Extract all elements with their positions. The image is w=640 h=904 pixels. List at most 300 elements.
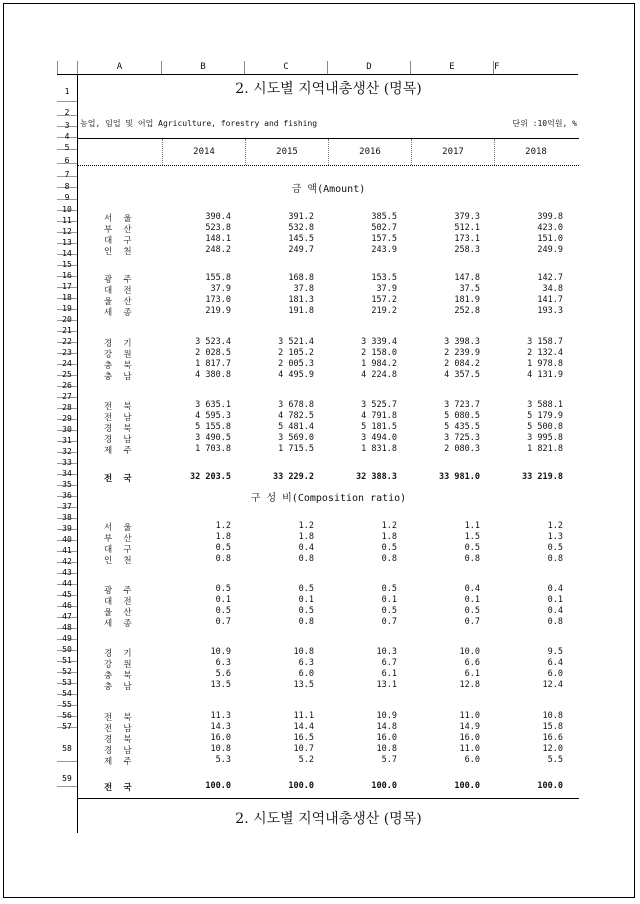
value-cell: 6.0 xyxy=(547,669,563,679)
value-cell: 2 105.2 xyxy=(278,348,314,358)
value-cell: 33 219.8 xyxy=(522,472,563,482)
value-cell: 14.9 xyxy=(459,722,480,732)
value-cell: 16.0 xyxy=(459,733,480,743)
table-row xyxy=(78,617,579,628)
value-cell: 155.8 xyxy=(205,273,231,283)
value-cell: 1.2 xyxy=(547,521,563,531)
value-cell: 2 158.0 xyxy=(361,348,397,358)
region-label: 전 국 xyxy=(104,474,135,484)
region-label: 서 울 xyxy=(104,523,135,533)
value-cell: 0.8 xyxy=(298,554,314,564)
row-number: 47 xyxy=(57,607,77,618)
value-cell: 2 005.3 xyxy=(278,359,314,369)
row-number: 34 xyxy=(57,464,77,475)
region-label: 강 원 xyxy=(104,350,135,360)
table-row xyxy=(78,245,579,256)
region-label: 충 남 xyxy=(104,682,135,692)
table-row xyxy=(78,433,579,444)
value-cell: 423.0 xyxy=(537,223,563,233)
value-cell: 5.6 xyxy=(215,669,231,679)
region-label: 경 기 xyxy=(104,339,135,349)
region-label: 경 남 xyxy=(104,746,135,756)
row-number: 48 xyxy=(57,618,77,629)
value-cell: 13.5 xyxy=(293,680,314,690)
value-cell: 1 821.8 xyxy=(527,444,563,454)
table-bottom-rule xyxy=(78,798,579,799)
value-cell: 10.0 xyxy=(459,647,480,657)
table-row xyxy=(78,306,579,317)
value-cell: 147.8 xyxy=(454,273,480,283)
value-cell: 12.8 xyxy=(459,680,480,690)
value-cell: 157.5 xyxy=(371,234,397,244)
value-cell: 14.3 xyxy=(210,722,231,732)
row-number: 42 xyxy=(57,552,77,563)
value-cell: 243.9 xyxy=(371,245,397,255)
value-cell: 37.8 xyxy=(293,284,314,294)
amount-heading: 금 액(Amount) xyxy=(291,184,366,195)
region-label: 전 남 xyxy=(104,724,135,734)
value-cell: 0.4 xyxy=(547,606,563,616)
table-row xyxy=(78,337,579,348)
value-cell: 10.9 xyxy=(376,711,397,721)
row-number: 13 xyxy=(57,233,77,244)
table-row xyxy=(78,400,579,411)
value-cell: 5.3 xyxy=(215,755,231,765)
value-cell: 0.5 xyxy=(464,543,480,553)
row-number: 12 xyxy=(57,222,77,233)
value-cell: 33 229.2 xyxy=(273,472,314,482)
row-number: 1 xyxy=(57,74,77,102)
column-letter: D xyxy=(327,61,410,74)
value-cell: 3 723.7 xyxy=(444,400,480,410)
value-cell: 1.1 xyxy=(464,521,480,531)
value-cell: 168.8 xyxy=(288,273,314,283)
value-cell: 10.3 xyxy=(376,647,397,657)
region-label: 대 전 xyxy=(104,286,135,296)
row-number: 4 xyxy=(57,127,77,138)
table-row xyxy=(78,359,579,370)
value-cell: 4 357.5 xyxy=(444,370,480,380)
value-cell: 10.8 xyxy=(376,744,397,754)
value-cell: 219.2 xyxy=(371,306,397,316)
value-cell: 3 398.3 xyxy=(444,337,480,347)
value-cell: 0.5 xyxy=(298,584,314,594)
value-cell: 3 569.0 xyxy=(278,433,314,443)
table-row xyxy=(78,755,579,766)
region-label: 경 기 xyxy=(104,649,135,659)
total-row xyxy=(78,472,579,483)
row-number: 37 xyxy=(57,497,77,508)
value-cell: 0.1 xyxy=(547,595,563,605)
row-number: 36 xyxy=(57,486,77,497)
value-cell: 37.9 xyxy=(376,284,397,294)
value-cell: 33 981.0 xyxy=(439,472,480,482)
value-cell: 6.0 xyxy=(298,669,314,679)
row-number: 57 xyxy=(57,717,77,728)
value-cell: 11.0 xyxy=(459,711,480,721)
value-cell: 11.1 xyxy=(293,711,314,721)
year-header: 2015 xyxy=(245,139,328,165)
value-cell: 1.2 xyxy=(381,521,397,531)
region-label: 세 종 xyxy=(104,308,135,318)
value-cell: 9.5 xyxy=(547,647,563,657)
region-label: 인 천 xyxy=(104,247,135,257)
value-cell: 1 831.8 xyxy=(361,444,397,454)
region-label: 인 천 xyxy=(104,556,135,566)
value-cell: 193.3 xyxy=(537,306,563,316)
value-cell: 5 181.5 xyxy=(361,422,397,432)
row-number: 10 xyxy=(57,200,77,211)
value-cell: 4 224.8 xyxy=(361,370,397,380)
column-letter: A xyxy=(77,61,161,74)
value-cell: 502.7 xyxy=(371,223,397,233)
row-number: 54 xyxy=(57,684,77,695)
value-cell: 5.2 xyxy=(298,755,314,765)
value-cell: 11.0 xyxy=(459,744,480,754)
value-cell: 0.8 xyxy=(547,617,563,627)
value-cell: 14.4 xyxy=(293,722,314,732)
value-cell: 100.0 xyxy=(454,781,480,791)
row-number: 20 xyxy=(57,310,77,321)
value-cell: 252.8 xyxy=(454,306,480,316)
value-cell: 4 595.3 xyxy=(195,411,231,421)
value-cell: 13.1 xyxy=(376,680,397,690)
region-label: 서 울 xyxy=(104,214,135,224)
value-cell: 3 339.4 xyxy=(361,337,397,347)
row-number: 55 xyxy=(57,695,77,706)
value-cell: 1.3 xyxy=(547,532,563,542)
value-cell: 12.4 xyxy=(542,680,563,690)
value-cell: 2 239.9 xyxy=(444,348,480,358)
row-number: 52 xyxy=(57,662,77,673)
region-label: 세 종 xyxy=(104,619,135,629)
value-cell: 16.5 xyxy=(293,733,314,743)
region-label: 전 북 xyxy=(104,402,135,412)
row-number: 51 xyxy=(57,651,77,662)
value-cell: 391.2 xyxy=(288,212,314,222)
value-cell: 37.5 xyxy=(459,284,480,294)
table-row xyxy=(78,606,579,617)
row-number: 39 xyxy=(57,519,77,530)
table-row xyxy=(78,422,579,433)
region-label: 전 남 xyxy=(104,413,135,423)
value-cell: 3 635.1 xyxy=(195,400,231,410)
row-number: 43 xyxy=(57,563,77,574)
value-cell: 0.5 xyxy=(381,543,397,553)
value-cell: 3 158.7 xyxy=(527,337,563,347)
region-label: 광 주 xyxy=(104,586,135,596)
value-cell: 512.1 xyxy=(454,223,480,233)
value-cell: 10.8 xyxy=(293,647,314,657)
value-cell: 5.7 xyxy=(381,755,397,765)
row-number: 28 xyxy=(57,398,77,409)
sheet-grid xyxy=(77,74,579,833)
row-number: 21 xyxy=(57,321,77,332)
row-number: 24 xyxy=(57,354,77,365)
value-cell: 249.7 xyxy=(288,245,314,255)
table-row xyxy=(78,223,579,234)
value-cell: 6.0 xyxy=(464,755,480,765)
value-cell: 4 782.5 xyxy=(278,411,314,421)
row-number: 59 xyxy=(57,762,77,787)
row-number: 16 xyxy=(57,266,77,277)
total-row xyxy=(78,781,579,792)
value-cell: 4 495.9 xyxy=(278,370,314,380)
region-column-header xyxy=(78,139,162,165)
row-number: 30 xyxy=(57,420,77,431)
value-cell: 1.8 xyxy=(381,532,397,542)
value-cell: 3 521.4 xyxy=(278,337,314,347)
table-row xyxy=(78,584,579,595)
value-cell: 0.4 xyxy=(547,584,563,594)
value-cell: 0.5 xyxy=(547,543,563,553)
value-cell: 153.5 xyxy=(371,273,397,283)
region-label: 광 주 xyxy=(104,275,135,285)
value-cell: 2 084.2 xyxy=(444,359,480,369)
row-number: 8 xyxy=(57,177,77,188)
row-number: 35 xyxy=(57,475,77,486)
table-row xyxy=(78,411,579,422)
row-number: 50 xyxy=(57,640,77,651)
table-row xyxy=(78,284,579,295)
value-cell: 1.2 xyxy=(215,521,231,531)
table-row xyxy=(78,554,579,565)
row-number: 14 xyxy=(57,244,77,255)
value-cell: 6.1 xyxy=(464,669,480,679)
table-row xyxy=(78,647,579,658)
value-cell: 191.8 xyxy=(288,306,314,316)
value-cell: 37.9 xyxy=(210,284,231,294)
value-cell: 0.8 xyxy=(215,554,231,564)
year-header: 2016 xyxy=(328,139,411,165)
value-cell: 15.8 xyxy=(542,722,563,732)
value-cell: 3 490.5 xyxy=(195,433,231,443)
value-cell: 181.3 xyxy=(288,295,314,305)
corner-cell xyxy=(57,61,77,74)
value-cell: 12.0 xyxy=(542,744,563,754)
value-cell: 10.7 xyxy=(293,744,314,754)
value-cell: 16.6 xyxy=(542,733,563,743)
region-label: 경 남 xyxy=(104,435,135,445)
value-cell: 16.0 xyxy=(210,733,231,743)
value-cell: 6.3 xyxy=(215,658,231,668)
table-row xyxy=(78,669,579,680)
value-cell: 0.7 xyxy=(381,617,397,627)
table-row xyxy=(78,273,579,284)
row-number: 26 xyxy=(57,376,77,387)
value-cell: 32 388.3 xyxy=(356,472,397,482)
value-cell: 390.4 xyxy=(205,212,231,222)
value-cell: 0.8 xyxy=(381,554,397,564)
value-cell: 6.7 xyxy=(381,658,397,668)
value-cell: 0.4 xyxy=(298,543,314,553)
value-cell: 4 380.8 xyxy=(195,370,231,380)
value-cell: 1 703.8 xyxy=(195,444,231,454)
value-cell: 145.5 xyxy=(288,234,314,244)
table-row xyxy=(78,212,579,223)
value-cell: 258.3 xyxy=(454,245,480,255)
table-row xyxy=(78,444,579,455)
value-cell: 1 978.8 xyxy=(527,359,563,369)
table-row xyxy=(78,722,579,733)
value-cell: 399.8 xyxy=(537,212,563,222)
row-number: 46 xyxy=(57,596,77,607)
page-title: 2. 시도별 지역내총생산 (명목) xyxy=(235,81,422,97)
value-cell: 6.1 xyxy=(381,669,397,679)
row-number: 32 xyxy=(57,442,77,453)
value-cell: 0.5 xyxy=(215,543,231,553)
unit-label: 단위 :10억원, % xyxy=(512,119,577,128)
year-header: 2014 xyxy=(162,139,245,165)
region-label: 부 산 xyxy=(104,225,135,235)
value-cell: 2 080.3 xyxy=(444,444,480,454)
region-label: 울 산 xyxy=(104,608,135,618)
row-number: 58 xyxy=(57,728,77,762)
region-label: 경 북 xyxy=(104,735,135,745)
value-cell: 0.5 xyxy=(215,584,231,594)
value-cell: 0.4 xyxy=(464,584,480,594)
region-label: 대 구 xyxy=(104,545,135,555)
value-cell: 5 481.4 xyxy=(278,422,314,432)
value-cell: 3 995.8 xyxy=(527,433,563,443)
value-cell: 13.5 xyxy=(210,680,231,690)
table-row xyxy=(78,680,579,691)
value-cell: 5 179.9 xyxy=(527,411,563,421)
table-row xyxy=(78,295,579,306)
table-row xyxy=(78,744,579,755)
row-number: 7 xyxy=(57,164,77,177)
row-number: 27 xyxy=(57,387,77,398)
value-cell: 142.7 xyxy=(537,273,563,283)
table-row xyxy=(78,532,579,543)
row-number: 49 xyxy=(57,629,77,640)
value-cell: 2 028.5 xyxy=(195,348,231,358)
value-cell: 0.5 xyxy=(464,606,480,616)
row-number: 5 xyxy=(57,138,77,150)
row-number: 2 xyxy=(57,102,77,116)
region-label: 제 주 xyxy=(104,757,135,767)
region-label: 제 주 xyxy=(104,446,135,456)
value-cell: 0.1 xyxy=(381,595,397,605)
value-cell: 4 791.8 xyxy=(361,411,397,421)
row-number: 11 xyxy=(57,211,77,222)
row-number: 40 xyxy=(57,530,77,541)
value-cell: 1 817.7 xyxy=(195,359,231,369)
value-cell: 1.8 xyxy=(215,532,231,542)
value-cell: 523.8 xyxy=(205,223,231,233)
value-cell: 181.9 xyxy=(454,295,480,305)
value-cell: 3 525.7 xyxy=(361,400,397,410)
value-cell: 3 494.0 xyxy=(361,433,397,443)
row-number: 19 xyxy=(57,299,77,310)
value-cell: 5 155.8 xyxy=(195,422,231,432)
footer-title: 2. 시도별 지역내총생산 (명목) xyxy=(235,811,422,827)
value-cell: 100.0 xyxy=(288,781,314,791)
value-cell: 10.8 xyxy=(210,744,231,754)
value-cell: 5 500.8 xyxy=(527,422,563,432)
value-cell: 0.5 xyxy=(298,606,314,616)
ratio-heading: 구 성 비(Composition ratio) xyxy=(250,493,407,504)
value-cell: 1.8 xyxy=(298,532,314,542)
value-cell: 0.5 xyxy=(215,606,231,616)
row-number: 9 xyxy=(57,188,77,200)
value-cell: 0.7 xyxy=(215,617,231,627)
value-cell: 0.8 xyxy=(464,554,480,564)
value-cell: 14.8 xyxy=(376,722,397,732)
value-cell: 0.7 xyxy=(464,617,480,627)
value-cell: 141.7 xyxy=(537,295,563,305)
value-cell: 32 203.5 xyxy=(190,472,231,482)
value-cell: 0.8 xyxy=(298,617,314,627)
table-row xyxy=(78,595,579,606)
region-label: 대 구 xyxy=(104,236,135,246)
column-letter: C xyxy=(244,61,327,74)
value-cell: 0.1 xyxy=(298,595,314,605)
column-letter: B xyxy=(161,61,244,74)
value-cell: 3 523.4 xyxy=(195,337,231,347)
value-cell: 34.8 xyxy=(542,284,563,294)
industry-subtitle: 농업, 임업 및 어업 Agriculture, forestry and fishing xyxy=(80,119,318,128)
value-cell: 5 435.5 xyxy=(444,422,480,432)
row-number: 31 xyxy=(57,431,77,442)
value-cell: 151.0 xyxy=(537,234,563,244)
value-cell: 6.6 xyxy=(464,658,480,668)
value-cell: 157.2 xyxy=(371,295,397,305)
value-cell: 379.3 xyxy=(454,212,480,222)
region-label: 충 북 xyxy=(104,361,135,371)
value-cell: 3 588.1 xyxy=(527,400,563,410)
region-label: 대 전 xyxy=(104,597,135,607)
column-letter: E xyxy=(410,61,493,74)
column-header-bar xyxy=(57,61,578,75)
table-row xyxy=(78,543,579,554)
region-label: 충 남 xyxy=(104,372,135,382)
table-row xyxy=(78,733,579,744)
row-number: 45 xyxy=(57,585,77,596)
table-row xyxy=(78,234,579,245)
region-label: 전 국 xyxy=(104,783,135,793)
value-cell: 1.5 xyxy=(464,532,480,542)
value-cell: 0.5 xyxy=(381,584,397,594)
value-cell: 4 131.9 xyxy=(527,370,563,380)
value-cell: 1 984.2 xyxy=(361,359,397,369)
region-label: 울 산 xyxy=(104,297,135,307)
column-letter: F xyxy=(494,62,500,72)
row-number: 18 xyxy=(57,288,77,299)
table-row xyxy=(78,370,579,381)
value-cell: 100.0 xyxy=(205,781,231,791)
value-cell: 5.5 xyxy=(547,755,563,765)
value-cell: 249.9 xyxy=(537,245,563,255)
year-header-row xyxy=(78,138,579,166)
region-label: 경 북 xyxy=(104,424,135,434)
value-cell: 3 725.3 xyxy=(444,433,480,443)
table-row xyxy=(78,658,579,669)
row-number: 56 xyxy=(57,706,77,717)
value-cell: 6.3 xyxy=(298,658,314,668)
value-cell: 148.1 xyxy=(205,234,231,244)
row-number: 41 xyxy=(57,541,77,552)
row-number: 22 xyxy=(57,332,77,343)
region-label: 강 원 xyxy=(104,660,135,670)
value-cell: 16.0 xyxy=(376,733,397,743)
table-row xyxy=(78,711,579,722)
value-cell: 385.5 xyxy=(371,212,397,222)
value-cell: 0.1 xyxy=(215,595,231,605)
value-cell: 1 715.5 xyxy=(278,444,314,454)
row-number: 3 xyxy=(57,116,77,127)
row-number: 15 xyxy=(57,255,77,266)
